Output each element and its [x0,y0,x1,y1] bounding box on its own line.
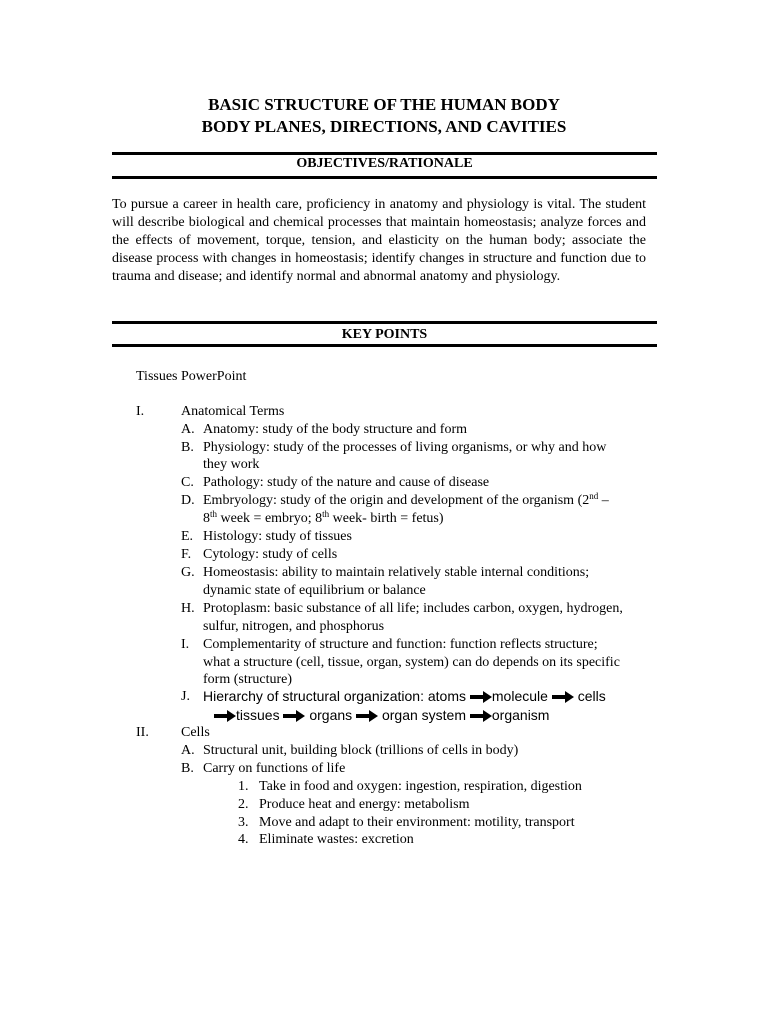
section-1-title: Anatomical Terms [181,404,285,419]
hierarchy-line-2 [214,707,549,724]
item-d-text-part: week = embryo; 8 [217,511,323,526]
objectives-paragraph: To pursue a career in health care, proficiency in anatomy and physiology is vital. The student will describe biological and chemical processes that maintain homeostasis; analyze forces and the effects of movement, torque, tension, and elasticity on the human body; associate the disease process with changes in homeostasis; identify changes in structure and function due to trauma and disease; and identify normal and abnormal anatomy and physiology. [112,197,646,285]
item-h-label: H. [181,601,195,616]
section-2-numeral: II. [136,725,149,740]
item-b-text-line-2: they work [203,457,260,472]
item-c-label: C. [181,475,194,490]
item-d-text-part: week- birth = fetus) [329,511,444,526]
item-a-label: A. [181,422,195,437]
item-d-text-line-2 [203,510,444,527]
item-h-text-line-1: Protoplasm: basic substance of all life; includes carbon, oxygen, hydrogen, [203,601,623,616]
item-i-label: I. [181,637,190,652]
item-i-text-line-1: Complementarity of structure and function: function reflects structure; [203,637,598,652]
subitem-3-text: Move and adapt to their environment: motility, transport [259,815,575,830]
hierarchy-tissues: tissues [236,707,280,723]
objectives-heading: OBJECTIVES/RATIONALE [296,156,473,171]
keypoints-top-rule [112,321,657,324]
subitem-3-label: 3. [238,815,249,830]
section-2-title: Cells [181,725,210,740]
keypoints-bottom-rule [112,344,657,347]
right-arrow-icon [470,710,492,722]
subitem-4-label: 4. [238,832,249,847]
item-a-text: Anatomy: study of the body structure and form [203,422,468,437]
hierarchy-organs: organs [309,707,353,723]
hierarchy-cells: cells [577,688,606,704]
document-title [0,94,768,138]
cells-item-b-label: B. [181,761,194,776]
item-i-text-line-3: form (structure) [203,672,293,687]
cells-item-a-text: Structural unit, building block (trillions of cells in body) [203,743,519,758]
hierarchy-organism: organism [491,707,550,723]
title-line-1: BASIC STRUCTURE OF THE HUMAN BODY [208,95,560,114]
item-e-label: E. [181,529,194,544]
right-arrow-icon [356,710,378,722]
right-arrow-icon [214,710,236,722]
item-f-text: Cytology: study of cells [203,547,338,562]
hierarchy-organ-system: organ system [381,707,466,723]
item-d-text-part: – [598,493,609,508]
superscript: th [210,509,218,519]
section-1-numeral: I. [136,404,145,419]
item-c-text: Pathology: study of the nature and cause of disease [203,475,490,490]
cells-item-b-text: Carry on functions of life [203,761,346,776]
item-b-text-line-1: Physiology: study of the processes of living organisms, or why and how [203,440,607,455]
subitem-2-text: Produce heat and energy: metabolism [259,797,470,812]
subitem-1-text: Take in food and oxygen: ingestion, respiration, digestion [259,779,582,794]
item-b-label: B. [181,440,194,455]
subitem-1-label: 1. [238,779,249,794]
item-h-text-line-2: sulfur, nitrogen, and phosphorus [203,619,385,634]
subitem-2-label: 2. [238,797,249,812]
item-j-label: J. [181,689,190,704]
cells-item-a-label: A. [181,743,195,758]
objectives-top-rule [112,152,657,155]
superscript: nd [589,491,599,501]
superscript: th [322,509,330,519]
tissues-powerpoint-link[interactable]: Tissues PowerPoint [136,369,247,384]
title-line-2: BODY PLANES, DIRECTIONS, AND CAVITIES [201,117,567,136]
hierarchy-prefix: Hierarchy of structural organization: atoms [203,688,466,704]
subitem-4-text: Eliminate wastes: excretion [259,832,414,847]
right-arrow-icon [552,691,574,703]
keypoints-heading: KEY POINTS [341,327,428,342]
right-arrow-icon [470,691,492,703]
item-d-text-part: 8 [203,511,210,526]
hierarchy-molecule: molecule [491,688,548,704]
item-f-label: F. [181,547,192,562]
item-d-text-part: Embryology: study of the origin and development of the organism (2 [203,493,590,508]
hierarchy-line-1 [203,688,606,705]
item-e-text: Histology: study of tissues [203,529,352,544]
objectives-bottom-rule [112,176,657,179]
item-g-text-line-1: Homeostasis: ability to maintain relatively stable internal conditions; [203,565,590,580]
item-d-text-line-1 [203,492,609,509]
item-d-label: D. [181,493,195,508]
item-i-text-line-2: what a structure (cell, tissue, organ, system) can do depends on its specific [203,655,620,670]
item-g-text-line-2: dynamic state of equilibrium or balance [203,583,426,598]
item-g-label: G. [181,565,195,580]
right-arrow-icon [283,710,305,722]
